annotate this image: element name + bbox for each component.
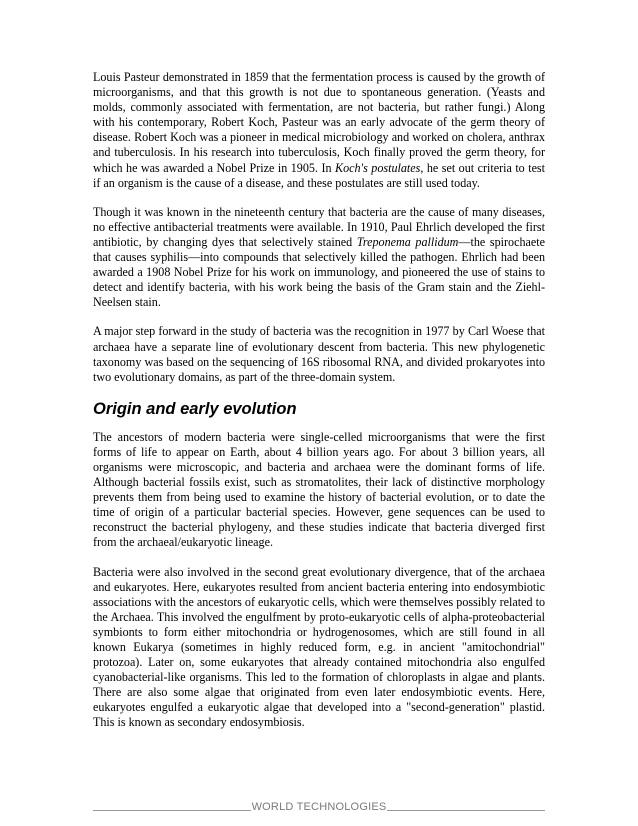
italic-text-run: Treponema pallidum <box>356 234 459 249</box>
page-footer <box>93 797 545 813</box>
text-run: Louis Pasteur demonstrated in 1859 that the fermentation process is caused by the growth of microorganisms, and that this growth is not due to spontaneous generation. (Yeasts and molds, commonly associated with fermentation, are not bacteria, but rather fungi.) Along with his contemporary, Robert Koch, Pasteur was an early advocate of the germ theory of disease. Robert Koch was a pioneer in medical microbiology and worked on cholera, anthrax and tuberculosis. In his research into tuberculosis, Koch finally proved the germ theory, for which he was awarded a Nobel Prize in 1905. In <box>93 70 545 175</box>
body-paragraph <box>93 205 545 311</box>
section-heading: Origin and early evolution <box>93 399 297 418</box>
footer-label: WORLD TECHNOLOGIES <box>251 801 387 813</box>
footer-rule-left <box>93 810 251 811</box>
body-paragraph <box>93 430 545 551</box>
text-run: Bacteria were also involved in the second great evolutionary divergence, that of the archaea and eukaryotes. Here, eukaryotes resulted from ancient bacteria entering into endosymbiotic associations with the ancestors of eukaryotic cells, which were themselves possibly related to the Archaea. This involved the engulfment by proto-eukaryotic cells of alpha-proteobacterial symbionts to form either mitochondria or hydrogenosomes, which are still found in all known Eukarya (sometimes in highly reduced form, e.g. in ancient "amitochondrial" protozoa). Later on, some eukaryotes that already contained mitochondria also engulfed cyanobacterial-like organisms. This led to the formation of chloroplasts in algae and plants. There are also some algae that originated from even later endosymbiotic events. Here, eukaryotes engulfed a eukaryotic algae that developed into a "second-generation" plastid. This is known as secondary endosymbiosis. <box>93 564 545 730</box>
body-paragraph <box>93 565 545 731</box>
body-paragraph <box>93 70 545 191</box>
text-run: , he set out criteria to test if an organism is the cause of a disease, and these postulates are still used today. <box>93 160 546 190</box>
text-run: A major step forward in the study of bacteria was the recognition in 1977 by Carl Woese that archaea have a separate line of evolutionary descent from bacteria. This new phylogenetic taxonomy was based on the sequencing of 16S ribosomal RNA, and divided prokaryotes into two evolutionary domains, as part of the three-domain system. <box>93 324 545 384</box>
text-run: —the spirochaete that causes syphilis—into compounds that selectively killed the pathogen. Ehrlich had been awarded a 1908 Nobel Prize for his work on immunology, and pioneered the use of stains to detect and identify bacteria, with his work being the basis of the Gram stain and the Ziehl-Neelsen stain. <box>93 234 545 310</box>
text-run: The ancestors of modern bacteria were single-celled microorganisms that were the first forms of life to appear on Earth, about 4 billion years ago. For about 3 billion years, all organisms were microscopic, and bacteria and archaea were the dominant forms of life. Although bacterial fossils exist, such as stromatolites, their lack of distinctive morphology prevents them from being used to examine the history of bacterial evolution, or to date the time of origin of a particular bacterial species. However, gene sequences can be used to reconstruct the bacterial phylogeny, and these studies indicate that bacteria diverged first from the archaeal/eukaryotic lineage. <box>93 429 545 550</box>
italic-text-run: Koch's postulates <box>335 160 421 175</box>
document-body <box>93 70 545 745</box>
body-paragraph <box>93 324 545 384</box>
text-run: Though it was known in the nineteenth century that bacteria are the cause of many diseases, no effective antibacterial treatments were available. In 1910, Paul Ehrlich developed the first antibiotic, by changing dyes that selectively stained <box>93 204 545 249</box>
footer-rule-right <box>387 810 545 811</box>
